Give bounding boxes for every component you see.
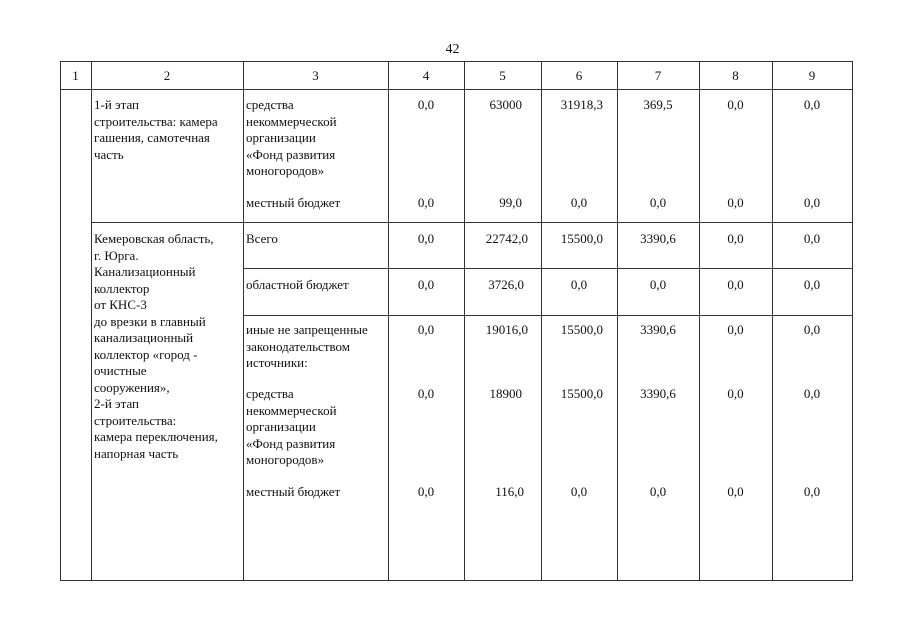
value-cell: 0,0 (727, 277, 744, 292)
object-name-line: до врезки в главный (94, 313, 206, 329)
object-name-line: Кемеровская область, (94, 231, 214, 246)
object-name-line: строительства: (94, 412, 177, 428)
table-border (699, 61, 700, 581)
source-line: организации (246, 130, 316, 145)
value-cell: 0,0 (417, 231, 435, 246)
object-name-line: очистные (94, 363, 147, 378)
value-cell: 99,0 (499, 195, 522, 210)
value-cell: 0,0 (417, 484, 435, 499)
value-cell: 0,0 (727, 484, 744, 499)
source-line: местный бюджет (246, 195, 341, 210)
source-line: «Фонд развития (246, 435, 336, 451)
source-line: моногородов» (246, 452, 325, 467)
object-name-line: коллектор «город - (94, 346, 198, 362)
source-line: моногородов» (246, 163, 325, 178)
value-cell: 369,5 (643, 97, 673, 112)
table-border (852, 61, 853, 581)
value-cell: 15500,0 (560, 322, 603, 337)
table-border (60, 580, 853, 581)
source-line: местный бюджет (246, 484, 341, 499)
value-cell: 15500,0 (560, 231, 603, 246)
object-name-line: от КНС-3 (94, 297, 147, 312)
value-cell: 3726,0 (488, 277, 524, 292)
value-cell: 18900 (489, 386, 522, 401)
column-header: 9 (808, 68, 816, 83)
source-line: средства (246, 97, 294, 112)
value-cell: 0,0 (417, 322, 435, 337)
table-border (60, 89, 853, 90)
value-cell: 3390,6 (640, 322, 676, 337)
value-cell: 0,0 (803, 277, 821, 292)
object-name-line: напорная часть (94, 445, 179, 461)
object-name-line: гашения, самотечная (94, 130, 210, 145)
value-cell: 0,0 (727, 97, 744, 112)
value-cell: 116,0 (495, 484, 524, 499)
source-line: законодательством (246, 338, 351, 354)
value-cell: 0,0 (417, 195, 435, 210)
value-cell: 0,0 (803, 195, 821, 210)
source-line: источники: (246, 355, 308, 370)
object-name-line: строительства: камера (94, 113, 218, 129)
value-cell: 0,0 (803, 97, 821, 112)
column-header: 5 (499, 68, 506, 83)
value-cell: 0,0 (417, 97, 435, 112)
column-header: 4 (422, 68, 430, 83)
value-cell: 0,0 (803, 386, 821, 401)
object-name-line: часть (94, 146, 124, 162)
table-border (91, 61, 92, 581)
column-header: 3 (312, 68, 319, 83)
value-cell: 0,0 (570, 277, 588, 292)
object-name-line: 2-й этап (94, 396, 140, 411)
object-name-line: камера переключения, (94, 429, 218, 444)
source-line: средства (246, 386, 294, 401)
object-name-line: сооружения», (94, 379, 170, 395)
table-border (243, 315, 853, 316)
object-name-line: канализационный (94, 330, 194, 345)
value-cell: 0,0 (649, 277, 667, 292)
value-cell: 0,0 (727, 322, 744, 337)
source-line: организации (246, 419, 316, 434)
page-number: 42 (445, 42, 460, 57)
value-cell: 3390,6 (640, 386, 676, 401)
table-border (541, 61, 542, 581)
table-border (772, 61, 773, 581)
value-cell: 63000 (489, 97, 522, 112)
value-cell: 0,0 (417, 386, 435, 401)
value-cell: 0,0 (417, 277, 435, 292)
value-cell: 0,0 (727, 386, 744, 401)
source-line: иные не запрещенные (246, 322, 368, 337)
object-name-line: г. Юрга. (94, 247, 139, 263)
value-cell: 0,0 (570, 195, 588, 210)
value-cell: 0,0 (803, 322, 821, 337)
table-border (464, 61, 465, 581)
value-cell: 0,0 (727, 195, 744, 210)
table-border (243, 268, 853, 269)
value-cell: 0,0 (803, 484, 821, 499)
column-header: 8 (732, 68, 739, 83)
source-line: областной бюджет (246, 277, 349, 292)
value-cell: 19016,0 (485, 322, 528, 337)
table-border (388, 61, 389, 581)
value-cell: 0,0 (803, 231, 821, 246)
source-line: «Фонд развития (246, 146, 336, 162)
value-cell: 0,0 (649, 484, 667, 499)
column-header: 7 (654, 68, 662, 83)
source-line: некоммерческой (246, 402, 337, 418)
column-header: 1 (72, 68, 79, 83)
value-cell: 3390,6 (640, 231, 676, 246)
value-cell: 31918,3 (560, 97, 603, 112)
value-cell: 0,0 (649, 195, 667, 210)
object-name-line: Канализационный (94, 264, 196, 279)
value-cell: 0,0 (727, 231, 744, 246)
object-name-line: 1-й этап (94, 97, 140, 112)
table-border (60, 61, 853, 62)
table-border (91, 222, 853, 223)
source-line: некоммерческой (246, 113, 337, 129)
column-header: 6 (575, 68, 583, 83)
object-name-line: коллектор (94, 280, 150, 296)
source-line: Всего (246, 231, 278, 246)
table-border (243, 61, 244, 581)
value-cell: 0,0 (570, 484, 588, 499)
table-border (60, 61, 61, 581)
table-border (617, 61, 618, 581)
value-cell: 15500,0 (560, 386, 603, 401)
column-header: 2 (163, 68, 171, 83)
value-cell: 22742,0 (485, 231, 528, 246)
